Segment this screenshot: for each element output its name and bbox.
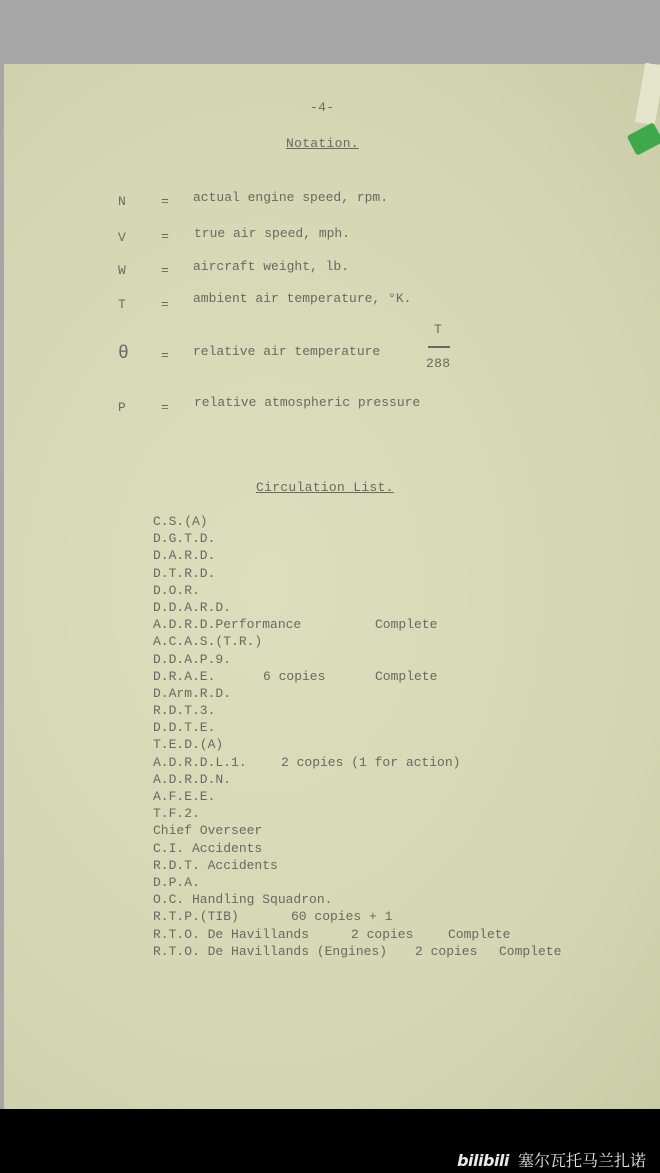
circulation-item [153,736,387,753]
circulation-item [153,616,438,633]
circulation-item [153,599,387,616]
circulation-item-name: Chief Overseer [153,823,263,839]
fraction-denominator: 288 [426,356,451,371]
circulation-item [153,582,387,599]
circulation-item-name: R.D.T. Accidents [153,857,278,873]
equals-sign: = [161,194,169,209]
watermark [457,1148,646,1171]
circulation-item-name: R.T.O. De Havillands [153,926,310,942]
circulation-item-name: D.O.R. [153,582,200,598]
fraction-numerator: T [434,322,443,337]
circulation-item-note: 2 copies [415,943,478,959]
circulation-item [153,857,387,874]
circulation-item-name: R.D.T.3. [153,703,216,719]
circulation-item-name: D.D.T.E. [153,720,216,736]
circulation-item [153,685,387,702]
circulation-item-name: R.T.P.(TIB) [153,909,239,925]
equals-sign: = [161,263,169,278]
circulation-item [153,891,387,908]
notation-definition: relative atmospheric pressure [194,395,421,410]
notation-symbol: P [118,400,126,415]
circulation-item [153,926,511,943]
circulation-item-status: Complete [448,926,511,942]
circulation-item [153,668,438,685]
notation-definition: ambient air temperature, °K. [193,291,412,306]
notation-symbol: N [118,194,126,209]
circulation-item-name: O.C. Handling Squadron. [153,892,333,908]
circulation-item-name: D.G.T.D. [153,531,216,547]
circulation-item-name: D.A.R.D. [153,548,216,564]
equals-sign: = [161,297,169,312]
circulation-item [153,874,387,891]
circulation-item [153,805,387,822]
notation-definition: true air speed, mph. [194,226,351,241]
circulation-item [153,530,387,547]
notation-symbol: θ [118,344,129,364]
page-number: -4- [310,100,335,115]
circulation-item-note: 60 copies + 1 [291,909,393,925]
bilibili-logo-icon: bilibili [457,1151,509,1170]
fraction-bar [428,346,450,348]
circulation-item-name: A.F.E.E. [153,789,216,804]
circulation-item [153,547,387,564]
notation-symbol: W [118,263,126,278]
circulation-item-name: D.D.A.P.9. [153,651,232,667]
circulation-item [153,908,393,925]
circulation-item-name: D.R.A.E. [153,668,216,684]
circulation-item-name: D.D.A.R.D. [153,599,232,615]
circulation-item-name: R.T.O. De Havillands (Engines) [153,943,388,959]
circulation-item-name: T.F.2. [153,806,200,822]
notation-definition: actual engine speed, rpm. [193,190,389,205]
equals-sign: = [161,229,169,244]
notation-symbol: T [118,297,126,312]
circulation-item-name: A.D.R.D.N. [153,771,232,787]
circulation-item-status: Complete [375,617,438,633]
circulation-item-name: D.T.R.D. [153,565,216,581]
circulation-item [153,719,387,736]
circulation-item [153,513,387,530]
circulation-item [153,565,387,582]
circulation-item-status: Complete [375,668,438,684]
circulation-item-status: Complete [499,943,562,959]
equals-sign: = [161,400,169,415]
circulation-heading: Circulation List. [256,480,394,495]
circulation-item [153,822,387,839]
notation-symbol: V [118,230,126,245]
circulation-item [153,840,387,857]
circulation-item [153,651,387,668]
circulation-item [153,702,387,719]
circulation-item-name: C.S.(A) [153,514,208,529]
circulation-item-note: 6 copies [263,668,326,684]
circulation-item-name: D.P.A. [153,874,200,890]
circulation-item-note: 2 copies [351,926,414,942]
circulation-item-note: 2 copies (1 for action) [281,754,461,770]
circulation-item-name: T.E.D.(A) [153,737,224,753]
circulation-item-name: A.D.R.D.Performance [153,617,302,633]
equals-sign: = [161,348,169,363]
circulation-item-name: D.Arm.R.D. [153,685,232,701]
circulation-item [153,943,562,960]
notation-heading: Notation. [286,136,359,151]
circulation-item [153,754,461,771]
circulation-list [153,513,562,960]
circulation-item-name: C.I. Accidents [153,840,263,856]
circulation-item [153,788,387,805]
circulation-item [153,771,387,788]
watermark-text: 塞尔瓦托马兰扎诺 [517,1151,646,1170]
circulation-item-name: A.C.A.S.(T.R.) [153,634,263,650]
circulation-item [153,633,387,650]
notation-definition: aircraft weight, lb. [193,259,350,274]
notation-definition: relative air temperature [193,344,381,359]
circulation-item-name: A.D.R.D.L.1. [153,754,247,770]
